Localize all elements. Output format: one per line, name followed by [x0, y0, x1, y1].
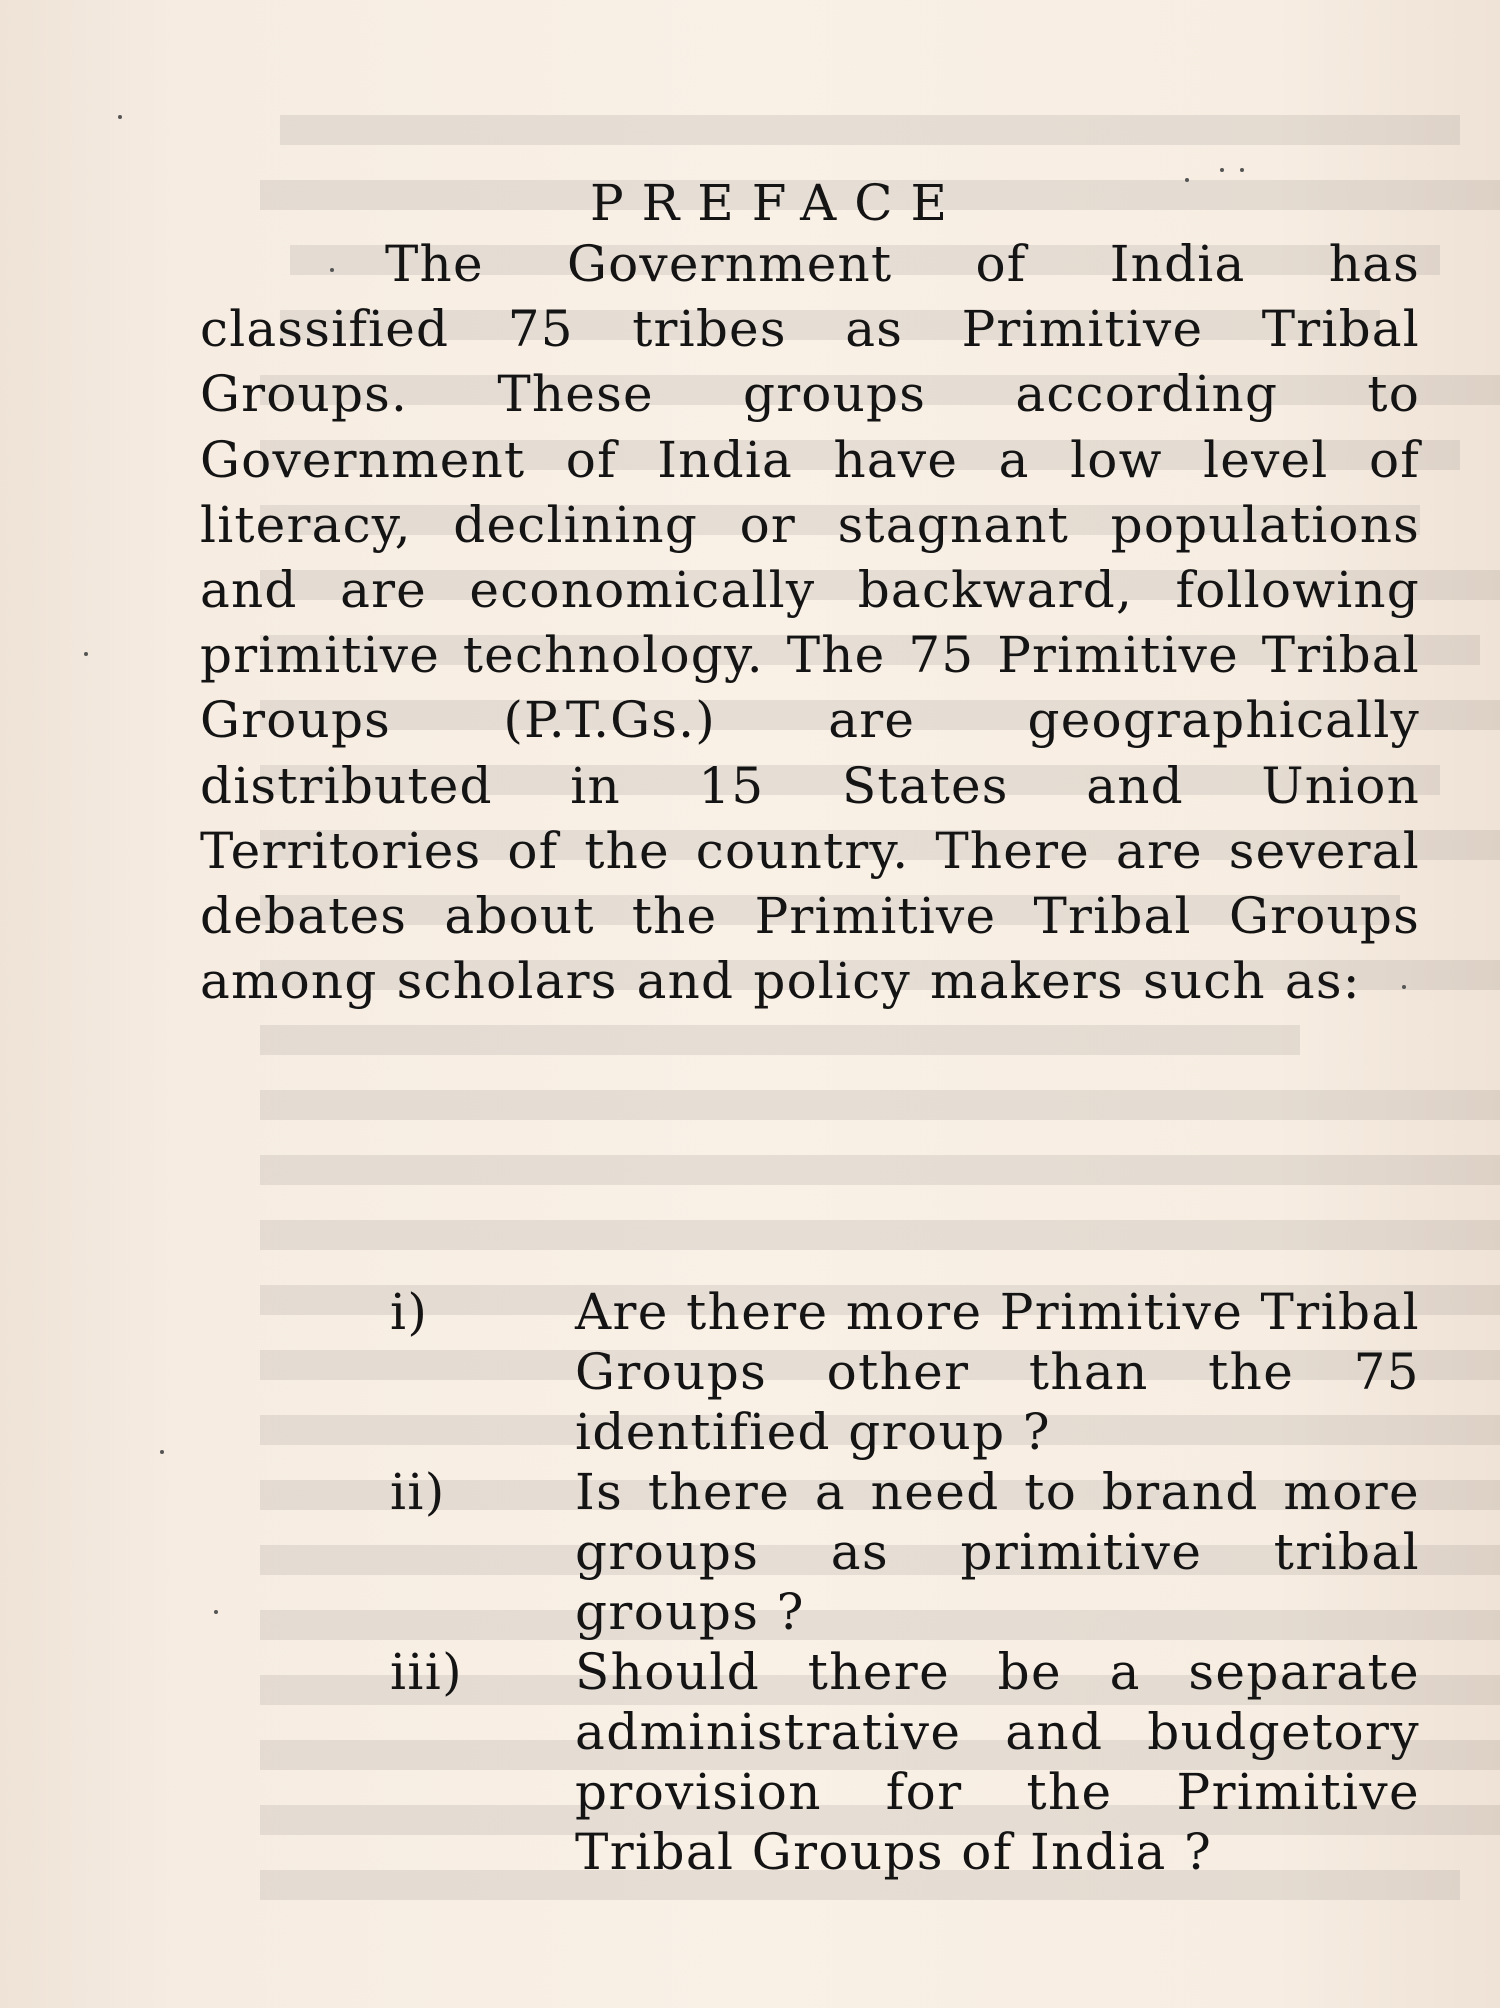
- list-item-text: Should there be a separate administrative and budgetory provision for the Primitive Tribal Groups of India ?: [575, 1643, 1420, 1881]
- body-paragraph: The Government of India has classified 75 tribes as Primitive Tribal Groups. These groups according to Government of India have a low level of literacy, declining or stagnant populations and are economically backward, following primitive technology. The 75 Primitive Tribal Groups (P.T.Gs.) are geographically distributed in 15 States and Union Territories of the country. There are several debates about the Primitive Tribal Groups among scholars and policy makers such as:: [200, 235, 1420, 1011]
- page-title: PREFACE: [590, 173, 965, 232]
- list-marker: ii): [390, 1463, 446, 1521]
- speck: [1240, 168, 1244, 172]
- list-item: [200, 1462, 1420, 1642]
- speck: [1220, 168, 1224, 172]
- speck: [84, 652, 88, 656]
- list-marker: iii): [390, 1643, 464, 1701]
- speck: [118, 115, 122, 119]
- list-marker: i): [390, 1283, 429, 1341]
- list-item: [200, 1282, 1420, 1462]
- question-list: [200, 1282, 1420, 1882]
- list-item: [200, 1642, 1420, 1882]
- speck: [160, 1450, 164, 1454]
- list-item-text: Are there more Primitive Tribal Groups other than the 75 identified group ?: [575, 1283, 1420, 1461]
- list-item-text: Is there a need to brand more groups as primitive tribal groups ?: [575, 1463, 1420, 1641]
